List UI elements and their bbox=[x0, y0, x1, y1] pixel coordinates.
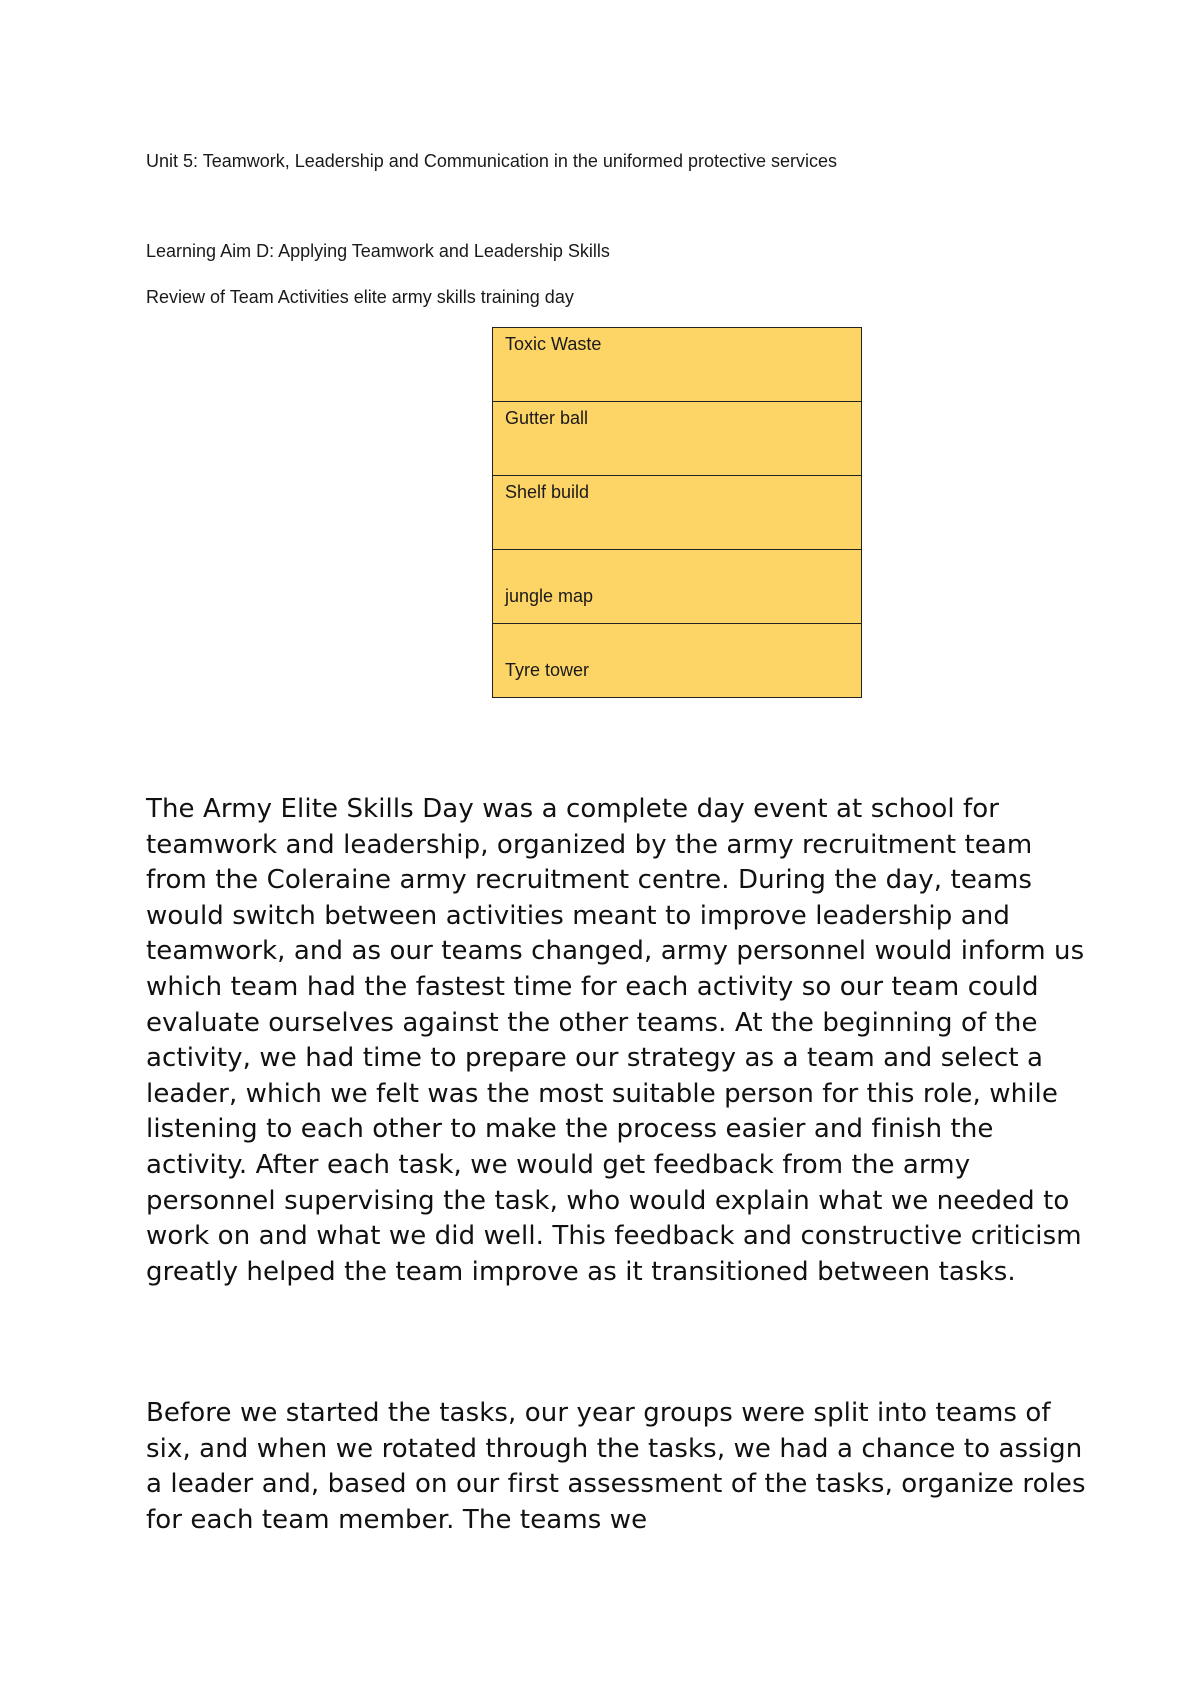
table-row bbox=[493, 624, 862, 698]
table-row bbox=[493, 328, 862, 402]
activity-cell-shelf-build bbox=[493, 476, 862, 550]
activity-cell-toxic-waste bbox=[493, 328, 862, 402]
table-row bbox=[493, 402, 862, 476]
table-row bbox=[493, 476, 862, 550]
activity-cell-tyre-tower bbox=[493, 624, 862, 698]
learning-aim-heading: Learning Aim D: Applying Teamwork and Leadership Skills bbox=[146, 241, 610, 261]
activity-label: Toxic Waste bbox=[505, 334, 602, 354]
activity-cell-gutter-ball bbox=[493, 402, 862, 476]
review-title: Review of Team Activities elite army skills training day bbox=[146, 287, 574, 307]
activity-label: Shelf build bbox=[505, 482, 590, 502]
activity-cell-jungle-map bbox=[493, 550, 862, 624]
body-paragraph-1: The Army Elite Skills Day was a complete day event at school for teamwork and leadership, organized by the army recruitment team from the Coleraine army recruitment centre. During the day, teams would switch between activities meant to improve leadership and teamwork, and as our teams changed, army personnel would inform us which team had the fastest time for each activity so our team could evaluate ourselves against the other teams. At the beginning of the activity, we had time to prepare our strategy as a team and select a leader, which we felt was the most suitable person for this role, while listening to each other to make the process easier and finish the activity. After each task, we would get feedback from the army personnel supervising the task, who would explain what we needed to work on and what we did well. This feedback and constructive criticism greatly helped the team improve as it transitioned between tasks. bbox=[146, 794, 1085, 1287]
table-row bbox=[493, 550, 862, 624]
body-paragraph-2: Before we started the tasks, our year groups were split into teams of six, and when we rotated through the tasks, we had a chance to assign a leader and, based on our first assessment of the tasks, organize roles for each team member. The teams we bbox=[146, 1398, 1086, 1535]
activity-label: jungle map bbox=[505, 586, 594, 606]
activities-table bbox=[492, 327, 862, 698]
activity-label: Gutter ball bbox=[505, 408, 589, 428]
unit-title: Unit 5: Teamwork, Leadership and Communication in the uniformed protective services bbox=[146, 151, 838, 171]
activity-label: Tyre tower bbox=[505, 660, 590, 680]
